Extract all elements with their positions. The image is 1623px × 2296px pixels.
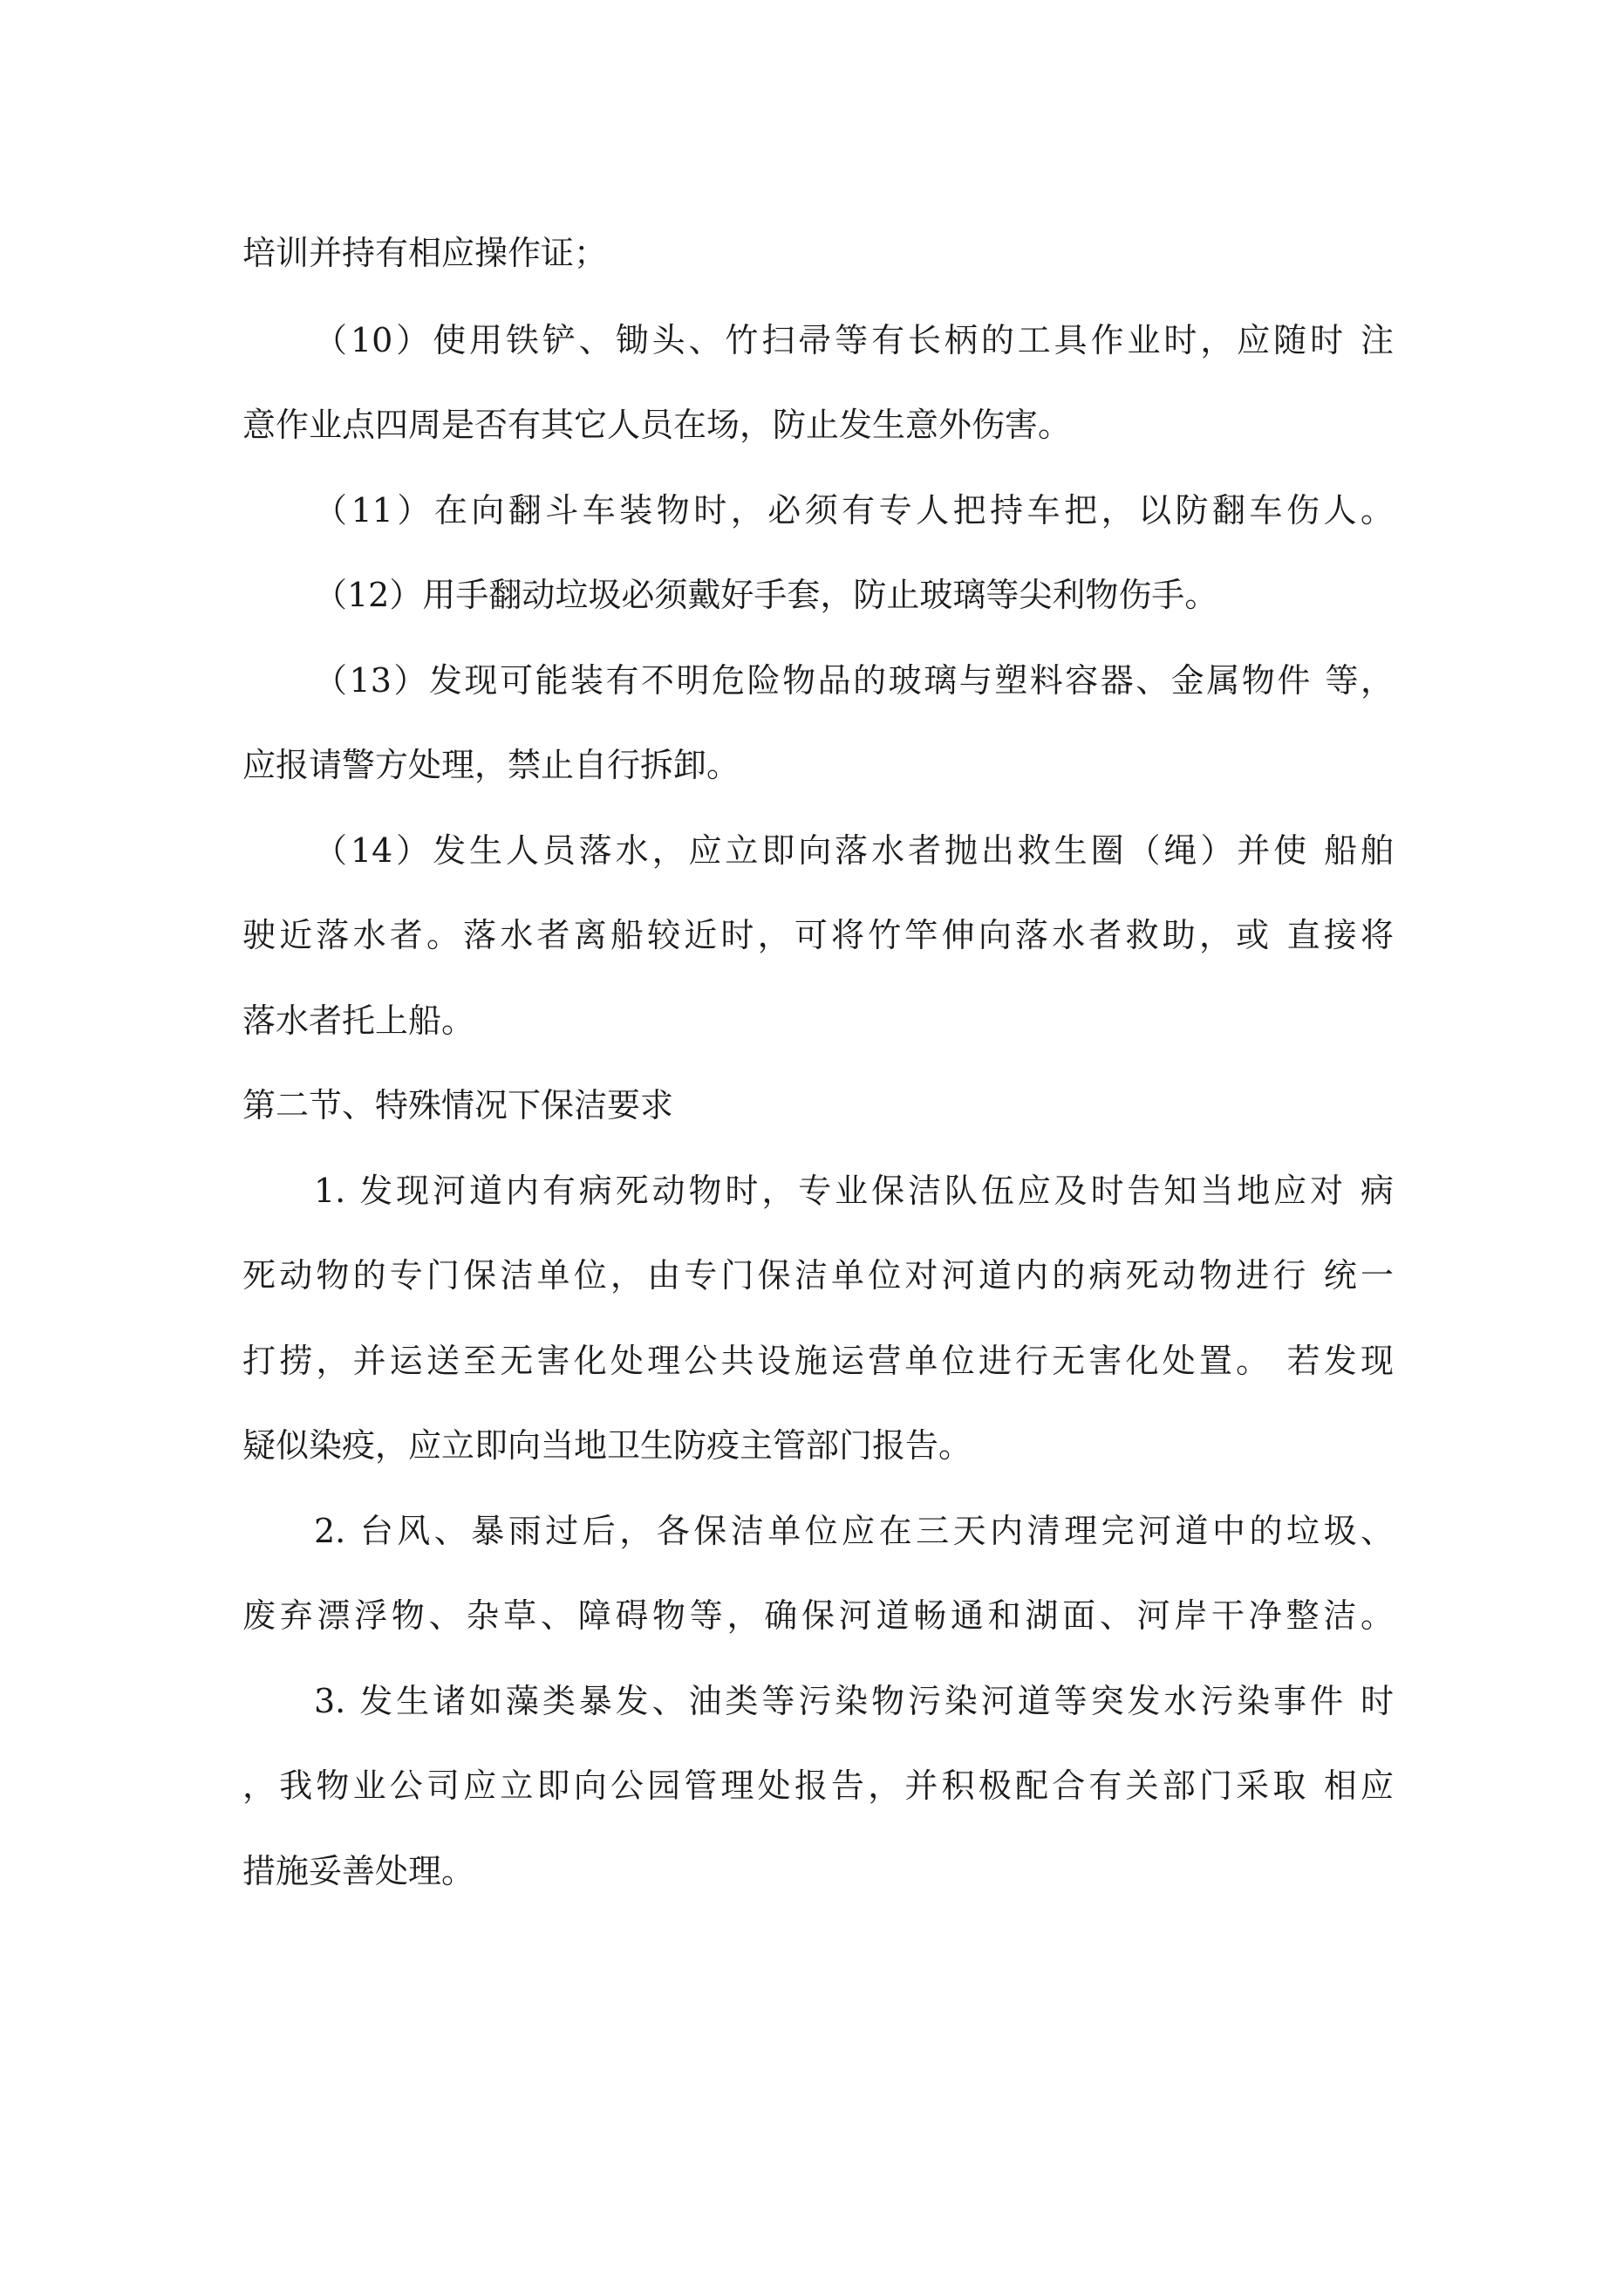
item-13-line-2: 应报请警方处理，禁止自行拆卸。 (242, 746, 740, 784)
item-14-line-3: 落水者托上船。 (242, 1001, 475, 1040)
point-3-line-2: ，我物业公司应立即向公园管理处报告，并积极配合有关部门采取 相应 (242, 1766, 1394, 1805)
item-10-line-2: 意作业点四周是否有其它人员在场，防止发生意外伤害。 (242, 406, 1072, 444)
item-10-line-1: （10）使用铁铲、锄头、竹扫帚等有长柄的工具作业时，应随时 注 (314, 321, 1394, 359)
point-2-line-2: 废弃漂浮物、杂草、障碍物等，确保河道畅通和湖面、河岸干净整洁。 (242, 1596, 1394, 1635)
section-heading: 第二节、特殊情况下保洁要求 (242, 1086, 674, 1124)
point-3-line-1: 3. 发生诸如藻类暴发、油类等污染物污染河道等突发水污染事件 时 (314, 1682, 1394, 1720)
item-13-line-1: （13）发现可能装有不明危险物品的玻璃与塑料容器、金属物件 等， (314, 661, 1394, 700)
item-14-line-1: （14）发生人员落水，应立即向落水者抛出救生圈（绳）并使 船舶 (314, 831, 1394, 870)
item-11-line-1: （11）在向翻斗车装物时，必须有专人把持车把，以防翻车伤人。 (314, 491, 1394, 530)
point-1-line-2: 死动物的专门保洁单位，由专门保洁单位对河道内的病死动物进行 统一 (242, 1256, 1394, 1295)
paragraph-line-1: 培训并持有相应操作证； (242, 234, 608, 272)
item-14-line-2: 驶近落水者。落水者离船较近时，可将竹竿伸向落水者救助，或 直接将 (242, 916, 1394, 954)
item-12-line-1: （12）用手翻动垃圾必须戴好手套，防止玻璃等尖利物伤手。 (314, 576, 1218, 614)
point-1-line-3: 打捞，并运送至无害化处理公共设施运营单位进行无害化处置。 若发现 (242, 1342, 1394, 1380)
point-1-line-1: 1. 发现河道内有病死动物时，专业保洁队伍应及时告知当地应对 病 (314, 1172, 1394, 1210)
point-2-line-1: 2. 台风、暴雨过后，各保洁单位应在三天内清理完河道中的垃圾、 (314, 1512, 1394, 1550)
point-1-line-4: 疑似染疫，应立即向当地卫生防疫主管部门报告。 (242, 1426, 972, 1465)
point-3-line-3: 措施妥善处理。 (242, 1852, 475, 1890)
